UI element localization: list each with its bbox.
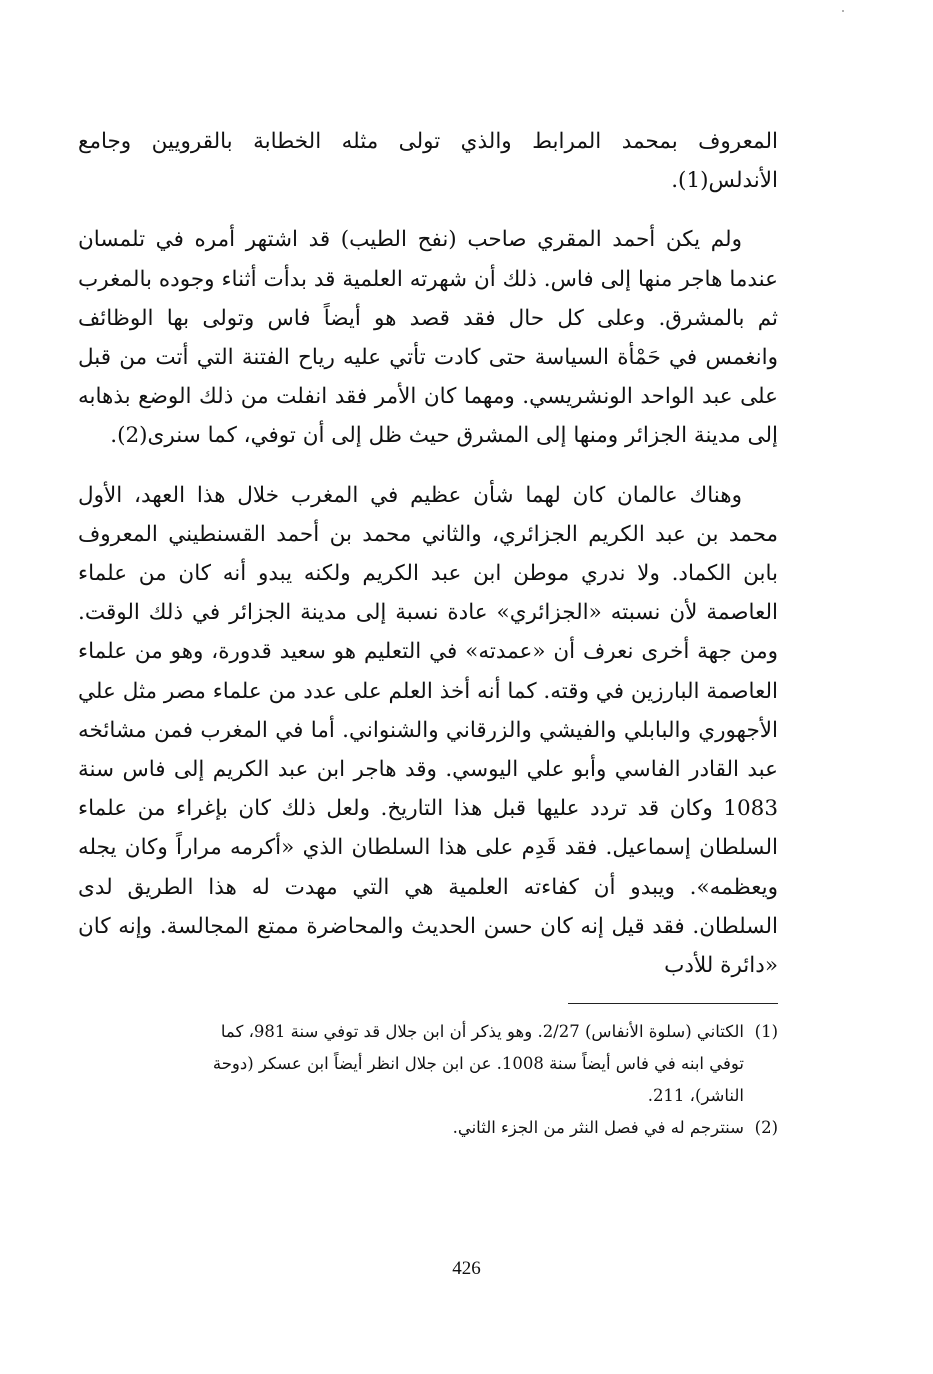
footnote-marker: (1) — [754, 1022, 778, 1042]
footnote-1-continuation — [78, 1048, 778, 1080]
footnote-line: توفي ابنه في فاس أيضاً سنة 1008. عن ابن جلال انظر أيضاً ابن عسكر (دوحة — [212, 1054, 744, 1074]
footnote-1 — [78, 1016, 778, 1048]
footnotes — [78, 1016, 778, 1144]
scan-speck — [842, 10, 844, 12]
footnote-line: سنترجم له في فصل النثر من الجزء الثاني. — [452, 1118, 744, 1138]
footnote-divider — [568, 1003, 778, 1004]
paragraph: ولم يكن أحمد المقري صاحب (نفح الطيب) قد اشتهر أمره في تلمسان عندما هاجر منها إلى فاس. ذلك أن شهرته العلمية قد بدأت أثناء وجوده بالمغرب ثم بالمشرق. وعلى كل حال فقد قصد هو أيضاً فاس وتولى بها الوظائف وانغمس في حَمْأة السياسة حتى كادت تأتي عليه رياح الفتنة التي أتت من قبل على عبد الواحد الونشريسي. ومهما كان الأمر فقد انفلت من ذلك الوضع بذهابه إلى مدينة الجزائر ومنها إلى المشرق حيث ظل إلى أن توفي، كما سنرى(2). — [78, 227, 778, 449]
footnote-line: الكتاني (سلوة الأنفاس) 2/27. وهو يذكر أن ابن جلال قد توفي سنة 981، كما — [220, 1022, 744, 1042]
body-text — [78, 122, 778, 985]
paragraph: وهناك عالمان كان لهما شأن عظيم في المغرب خلال هذا العهد، الأول محمد بن عبد الكريم الجزائري، والثاني محمد بن أحمد القسنطيني المعروف بابن الكماد. ولا ندري موطن ابن عبد الكريم ولكنه يبدو أنه كان من علماء العاصمة لأن نسبته «الجزائري» عادة نسبة إلى مدينة الجزائر في ذلك الوقت. ومن جهة أخرى نعرف أن «عمدته» في التعليم هو سعيد قدورة، وهو من علماء العاصمة البارزين في وقته. كما أنه أخذ العلم على عدد من علماء مصر مثل علي الأجهوري والبابلي والفيشي والزرقاني والشنواني. أما في المغرب فمن مشائخه عبد القادر الفاسي وأبو علي اليوسي. وقد هاجر ابن عبد الكريم إلى فاس سنة 1083 وكان قد تردد عليها قبل هذا التاريخ. ولعل ذلك كان بإغراء من علماء السلطان إسماعيل. فقد قَدِم على هذا السلطان الذي «أكرمه مراراً وكان يجله ويعظمه». ويبدو أن كفاءته العلمية هي التي مهدت له هذا الطريق لدى السلطان. فقد قيل إنه كان حسن الحديث والمحاضرة ممتع المجالسة. وإنه كان «دائرة للأدب — [78, 482, 778, 979]
footnote-line: الناشر)، 211. — [647, 1086, 744, 1106]
page-content — [78, 122, 778, 1144]
footnote-1-continuation — [78, 1080, 778, 1112]
footnote-2 — [78, 1112, 778, 1144]
paragraph: المعروف بمحمد المرابط والذي تولى مثله الخطابة بالقرويين وجامع الأندلس(1). — [78, 129, 778, 194]
footnote-marker: (2) — [754, 1118, 778, 1138]
page-number: 426 — [452, 1258, 481, 1279]
